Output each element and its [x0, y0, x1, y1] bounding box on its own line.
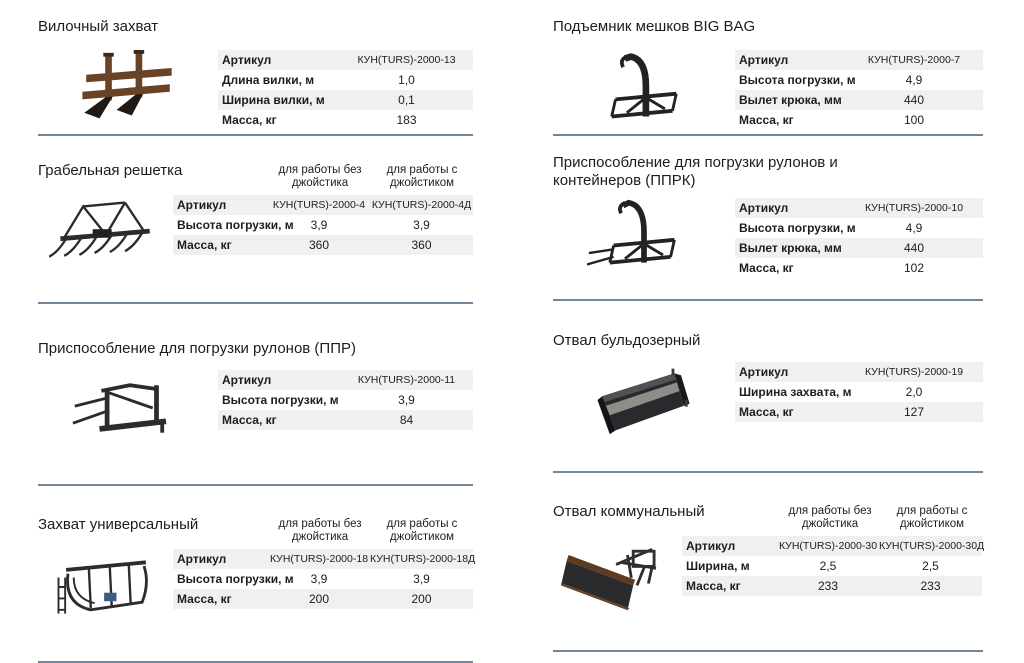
- spec-label: Масса, кг: [682, 576, 777, 596]
- spec-row: [735, 382, 983, 402]
- spec-label: Артикул: [735, 198, 845, 218]
- section-rake-grid: [38, 162, 473, 304]
- joystick-column-headers: [269, 516, 473, 544]
- spec-label: Артикул: [218, 370, 340, 390]
- section-title: Приспособление для погрузки рулонов и контейнеров (ППРК): [553, 154, 838, 189]
- spec-row: [218, 110, 473, 130]
- section-communal-blade: [553, 503, 983, 652]
- spec-value: 440: [845, 238, 983, 258]
- spec-value: КУН(TURS)-2000-18Д: [370, 549, 473, 569]
- spec-label: Артикул: [173, 195, 268, 215]
- joystick-column-header: для работы с джойстиком: [896, 505, 968, 530]
- spec-table: [735, 362, 983, 422]
- spec-label: Высота погрузки, м: [739, 221, 856, 235]
- spec-value: КУН(TURS)-2000-11: [340, 370, 473, 390]
- spec-row: [173, 589, 473, 609]
- communal-blade-icon: [553, 536, 682, 612]
- spec-label: Масса, кг: [735, 402, 845, 422]
- spec-value: 183: [396, 113, 417, 127]
- spec-value: 360: [268, 235, 370, 255]
- spec-row: [735, 50, 983, 70]
- spec-row: [173, 549, 473, 569]
- spec-row: [218, 90, 473, 110]
- spec-label: Артикул: [735, 362, 845, 382]
- spec-label: Высота погрузки, м: [177, 572, 294, 586]
- spec-label: Высота погрузки, м: [222, 393, 339, 407]
- section-header: [553, 503, 983, 531]
- spec-row: [735, 110, 983, 130]
- right-column: [553, 14, 983, 663]
- spec-label: Длина вилки, м: [222, 73, 315, 87]
- spec-table: [682, 536, 985, 596]
- spec-row: [735, 90, 983, 110]
- spec-value: 4,9: [905, 73, 923, 87]
- spec-value: 3,9: [413, 572, 430, 586]
- spec-value: 233: [879, 576, 982, 596]
- spec-table: [735, 198, 983, 278]
- section-bale-loader-ppr: [38, 340, 473, 486]
- spec-value: 2,5: [819, 559, 837, 573]
- section-bigbag-lifter: [553, 18, 983, 136]
- section-fork-grab: [38, 18, 473, 136]
- spec-label: Артикул: [682, 536, 777, 556]
- spec-label: Масса, кг: [739, 261, 794, 275]
- section-body: [553, 198, 983, 278]
- spec-value: 3,9: [310, 218, 328, 232]
- section-body: [38, 195, 473, 271]
- spec-table: [173, 549, 476, 609]
- joystick-column-headers: [269, 162, 473, 190]
- joystick-column-header: для работы без джойстика: [278, 518, 362, 543]
- spec-value: 2,5: [922, 559, 939, 573]
- spec-value: 3,9: [398, 393, 415, 407]
- spec-row: [173, 569, 473, 589]
- spec-value: 0,1: [340, 90, 473, 110]
- joystick-column-header: для работы без джойстика: [788, 505, 872, 530]
- spec-row: [735, 362, 983, 382]
- bigbag-lifter-icon: [553, 50, 735, 126]
- spec-table: [735, 50, 983, 130]
- section-title: Отвал коммунальный: [553, 503, 705, 520]
- spec-row: [218, 70, 473, 90]
- spec-value: 360: [370, 235, 473, 255]
- universal-grab-icon: [38, 549, 173, 625]
- joystick-column-header: для работы с джойстиком: [386, 518, 458, 543]
- spec-value: КУН(TURS)-2000-4: [268, 195, 370, 215]
- spec-value: 4,9: [905, 221, 923, 235]
- left-column: [38, 14, 476, 663]
- spec-value: 102: [903, 261, 925, 275]
- spec-label: Масса, кг: [218, 410, 340, 430]
- spec-value: 200: [268, 589, 370, 609]
- section-header: [553, 18, 983, 36]
- section-universal-grab: [38, 516, 476, 663]
- spec-value: КУН(TURS)-2000-10: [845, 198, 983, 218]
- section-body: [38, 549, 476, 625]
- section-body: [553, 50, 983, 130]
- section-title: Грабельная решетка: [38, 162, 183, 179]
- section-header: [553, 154, 983, 190]
- spec-value: КУН(TURS)-2000-30: [777, 536, 879, 556]
- spec-label: Ширина, м: [686, 559, 750, 573]
- spec-row: [682, 576, 982, 596]
- spec-row: [735, 198, 983, 218]
- spec-label: Артикул: [218, 50, 340, 70]
- spec-value: КУН(TURS)-2000-18: [268, 549, 370, 569]
- spec-table: [173, 195, 473, 255]
- spec-value: 233: [777, 576, 879, 596]
- rake-grid-icon: [38, 195, 173, 271]
- section-body: [553, 362, 983, 438]
- section-header: [38, 340, 473, 358]
- spec-value: 440: [845, 90, 983, 110]
- section-body: [38, 370, 473, 446]
- section-title: Отвал бульдозерный: [553, 332, 701, 349]
- bale-loader-icon: [38, 370, 218, 446]
- spec-row: [682, 556, 982, 576]
- spec-value: 2,0: [905, 385, 923, 399]
- spec-row: [218, 390, 473, 410]
- spec-value: КУН(TURS)-2000-7: [845, 50, 983, 70]
- spec-value: КУН(TURS)-2000-19: [845, 362, 983, 382]
- section-header: [38, 162, 473, 190]
- joystick-column-headers: [779, 503, 983, 531]
- section-body: [38, 50, 473, 130]
- spec-table: [218, 370, 473, 430]
- spec-row: [735, 258, 983, 278]
- pallet-fork-icon: [38, 50, 218, 126]
- section-dozer-blade: [553, 332, 983, 473]
- spec-row: [218, 410, 473, 430]
- section-title: Приспособление для погрузки рулонов (ППР): [38, 340, 356, 357]
- spec-row: [735, 218, 983, 238]
- spec-value: 3,9: [310, 572, 328, 586]
- spec-label: Артикул: [735, 50, 845, 70]
- section-title: Подъемник мешков BIG BAG: [553, 18, 756, 35]
- spec-label: Масса, кг: [173, 589, 268, 609]
- spec-row: [218, 50, 473, 70]
- section-header: [38, 18, 473, 36]
- spec-value: 1,0: [398, 73, 415, 87]
- section-title: Вилочный захват: [38, 18, 159, 35]
- spec-row: [173, 195, 473, 215]
- spec-value: 3,9: [413, 218, 430, 232]
- pprk-loader-icon: [553, 198, 735, 274]
- spec-row: [173, 215, 473, 235]
- spec-value: КУН(TURS)-2000-30Д: [879, 536, 982, 556]
- section-header: [553, 332, 983, 350]
- spec-row: [173, 235, 473, 255]
- spec-row: [218, 370, 473, 390]
- spec-row: [735, 238, 983, 258]
- spec-value: 84: [340, 410, 473, 430]
- spec-label: Ширина вилки, м: [218, 90, 340, 110]
- spec-value: КУН(TURS)-2000-13: [340, 50, 473, 70]
- spec-label: Масса, кг: [222, 113, 277, 127]
- spec-label: Вылет крюка, мм: [735, 238, 845, 258]
- spec-value: 127: [845, 402, 983, 422]
- joystick-column-header: для работы с джойстиком: [386, 164, 458, 189]
- spec-label: Ширина захвата, м: [739, 385, 852, 399]
- spec-row: [735, 70, 983, 90]
- section-title: Захват универсальный: [38, 516, 199, 533]
- spec-value: 100: [903, 113, 925, 127]
- spec-label: Вылет крюка, мм: [735, 90, 845, 110]
- section-body: [553, 536, 983, 612]
- spec-value: КУН(TURS)-2000-4Д: [370, 195, 473, 215]
- spec-label: Артикул: [173, 549, 268, 569]
- joystick-column-header: для работы без джойстика: [278, 164, 362, 189]
- spec-row: [682, 536, 982, 556]
- dozer-blade-icon: [553, 362, 735, 438]
- section-pprk-loader: [553, 154, 983, 301]
- spec-label: Высота погрузки, м: [739, 73, 856, 87]
- spec-label: Высота погрузки, м: [177, 218, 294, 232]
- spec-row: [735, 402, 983, 422]
- spec-table: [218, 50, 473, 130]
- section-header: [38, 516, 473, 544]
- spec-label: Масса, кг: [739, 113, 794, 127]
- spec-value: 200: [370, 589, 473, 609]
- spec-label: Масса, кг: [173, 235, 268, 255]
